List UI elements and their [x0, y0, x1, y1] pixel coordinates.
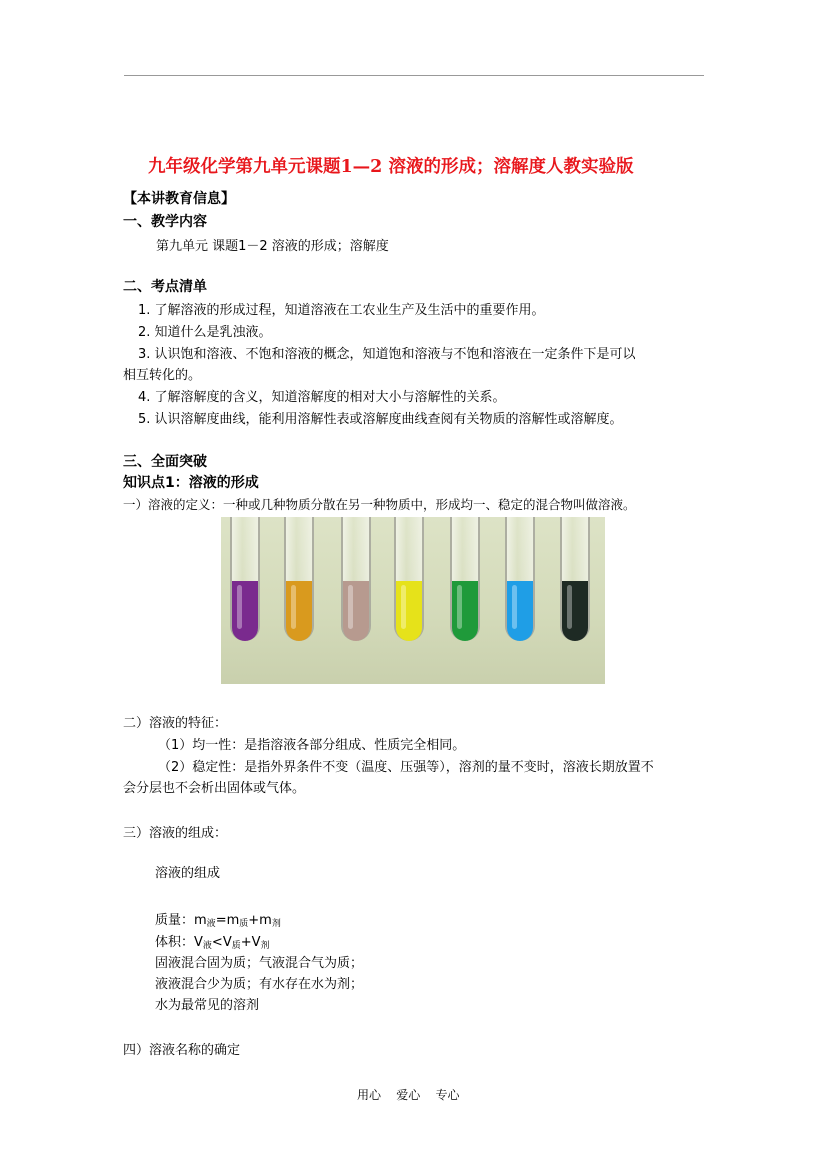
volume-formula: 体积：$V_液<V_质+V_剂$ [155, 935, 270, 951]
exam-points-heading: 二、考点清单 [123, 279, 207, 295]
feature-stability: （2）稳定性：是指外界条件不变（温度、压强等），溶剂的量不变时，溶液长期放置不 [158, 760, 654, 775]
header-rule [124, 75, 704, 76]
breakthrough-heading: 三、全面突破 [123, 454, 207, 470]
exam-point-item: 2. 知道什么是乳浊液。 [138, 325, 272, 340]
test-tubes-photo [221, 517, 605, 684]
solute-rule: 固液混合固为质；气液混合气为质； [155, 956, 364, 971]
solvent-rule: 液液混合少为质；有水存在水为剂； [155, 977, 364, 992]
test-tube [230, 517, 260, 641]
liquid-green [452, 581, 478, 641]
liquid-purple [232, 581, 258, 641]
test-tube [560, 517, 590, 641]
mass-formula: 质量：$m_液=m_质+m_剂$ [155, 913, 281, 929]
naming-heading: 四）溶液名称的确定 [123, 1043, 241, 1058]
section-info-label: 【本讲教育信息】 [123, 191, 235, 207]
exam-point-item: 1. 了解溶液的形成过程，知道溶液在工农业生产及生活中的重要作用。 [138, 303, 545, 318]
exam-point-item: 4. 了解溶解度的含义，知道溶解度的相对大小与溶解性的关系。 [138, 390, 506, 405]
knowledge-point-heading: 知识点1：溶液的形成 [123, 475, 259, 491]
test-tube [341, 517, 371, 641]
feature-stability-continuation: 会分层也不会析出固体或气体。 [123, 781, 306, 796]
page-footer: 用心 爱心 专心 [357, 1088, 460, 1102]
composition-heading: 三）溶液的组成： [123, 826, 228, 841]
liquid-pink [343, 581, 369, 641]
document-title: 九年级化学第九单元课题1—2 溶液的形成；溶解度人教实验版 [148, 157, 634, 177]
liquid-orange [286, 581, 312, 641]
test-tube [450, 517, 480, 641]
exam-point-item: 3. 认识饱和溶液、不饱和溶液的概念，知道饱和溶液与不饱和溶液在一定条件下是可以 [138, 347, 636, 362]
test-tube [394, 517, 424, 641]
test-tube [284, 517, 314, 641]
liquid-blue [507, 581, 533, 641]
liquid-black [562, 581, 588, 641]
exam-point-item-continuation: 相互转化的。 [123, 368, 202, 383]
liquid-yellow [396, 581, 422, 641]
exam-point-item: 5. 认识溶解度曲线，能利用溶解性表或溶解度曲线查阅有关物质的溶解性或溶解度。 [138, 412, 623, 427]
feature-uniformity: （1）均一性：是指溶液各部分组成、性质完全相同。 [158, 738, 466, 753]
teaching-content-heading: 一、教学内容 [123, 214, 207, 230]
solution-definition: 一）溶液的定义：一种或几种物质分散在另一种物质中，形成均一、稳定的混合物叫做溶液。 [123, 497, 636, 512]
features-heading: 二）溶液的特征： [123, 716, 228, 731]
composition-title: 溶液的组成 [155, 866, 221, 881]
test-tube [505, 517, 535, 641]
water-solvent-rule: 水为最常见的溶剂 [155, 998, 260, 1013]
teaching-content-text: 第九单元 课题1－2 溶液的形成；溶解度 [156, 239, 389, 254]
